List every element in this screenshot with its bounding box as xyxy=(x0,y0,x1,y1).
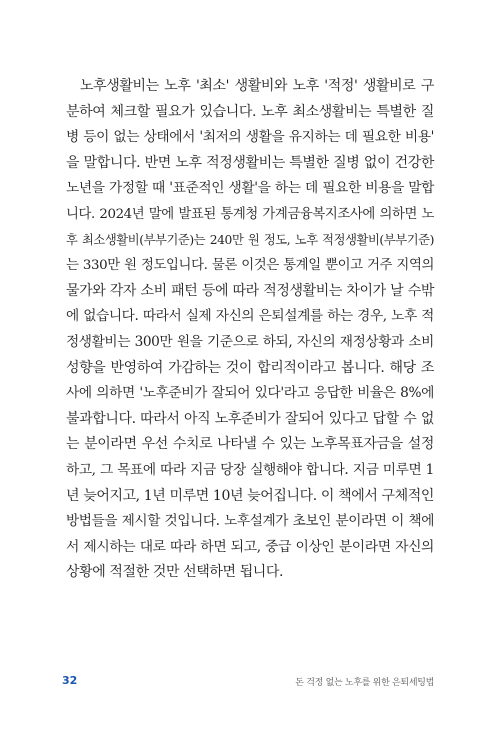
text-line: 방법들을 제시할 것입니다. 노후설계가 초보인 분이라면 이 책에 xyxy=(66,513,434,530)
text-line: 을 말합니다. 반면 노후 적정생활비는 특별한 질병 없이 건강한 xyxy=(66,154,434,171)
text-line: 상황에 적절한 것만 선택하면 됩니다. xyxy=(66,564,284,581)
text-line: 사에 의하면 '노후준비가 잘되어 있다'라고 응답한 비율은 8%에 xyxy=(66,385,434,402)
text-line: 노년을 가정할 때 '표준적인 생활'을 하는 데 필요한 비용을 말합 xyxy=(66,180,434,197)
text-line: 분하여 체크할 필요가 있습니다. 노후 최소생활비는 특별한 질 xyxy=(66,103,434,120)
text-line: 에 없습니다. 따라서 실제 자신의 은퇴설계를 하는 경우, 노후 적 xyxy=(66,308,434,325)
text-line: 서 제시하는 대로 따라 하면 되고, 중급 이상인 분이라면 자신의 xyxy=(66,538,434,555)
text-line: 니다. 2024년 말에 발표된 통계청 가계금융복지조사에 의하면 노 xyxy=(66,206,434,222)
text-line: 년 늦어지고, 1년 미루면 10년 늦어집니다. 이 책에서 구체적인 xyxy=(66,487,434,504)
text-line: 성향을 반영하여 가감하는 것이 합리적이라고 봅니다. 해당 조 xyxy=(66,359,434,376)
text-line: 병 등이 없는 상태에서 '최저의 생활을 유지하는 데 필요한 비용' xyxy=(66,129,434,146)
text-line: 는 분이라면 우선 수치로 나타낼 수 있는 노후목표자금을 설정 xyxy=(66,436,434,453)
text-line: 는 330만 원 정도입니다. 물론 이것은 통계일 뿐이고 거주 지역의 xyxy=(66,258,434,274)
text-line: 노후생활비는 노후 '최소' 생활비와 노후 '적정' 생활비로 구 xyxy=(80,78,434,94)
text-line: 불과합니다. 따라서 아직 노후준비가 잘되어 있다고 답할 수 없 xyxy=(66,410,434,427)
text-line: 후 최소생활비(부부기준)는 240만 원 정도, 노후 적정생활비(부부기준) xyxy=(66,232,434,247)
text-line: 물가와 각자 소비 패턴 등에 따라 적정생활비는 차이가 날 수밖 xyxy=(66,282,434,299)
text-line: 하고, 그 목표에 따라 지금 당장 실행해야 합니다. 지금 미루면 1 xyxy=(66,461,434,478)
page-number: 32 xyxy=(62,674,78,687)
body-paragraph xyxy=(66,74,434,586)
running-footer-title: 돈 걱정 없는 노후를 위한 은퇴세팅법 xyxy=(295,678,434,688)
text-line: 정생활비는 300만 원을 기준으로 하되, 자신의 재정상황과 소비 xyxy=(66,333,434,350)
